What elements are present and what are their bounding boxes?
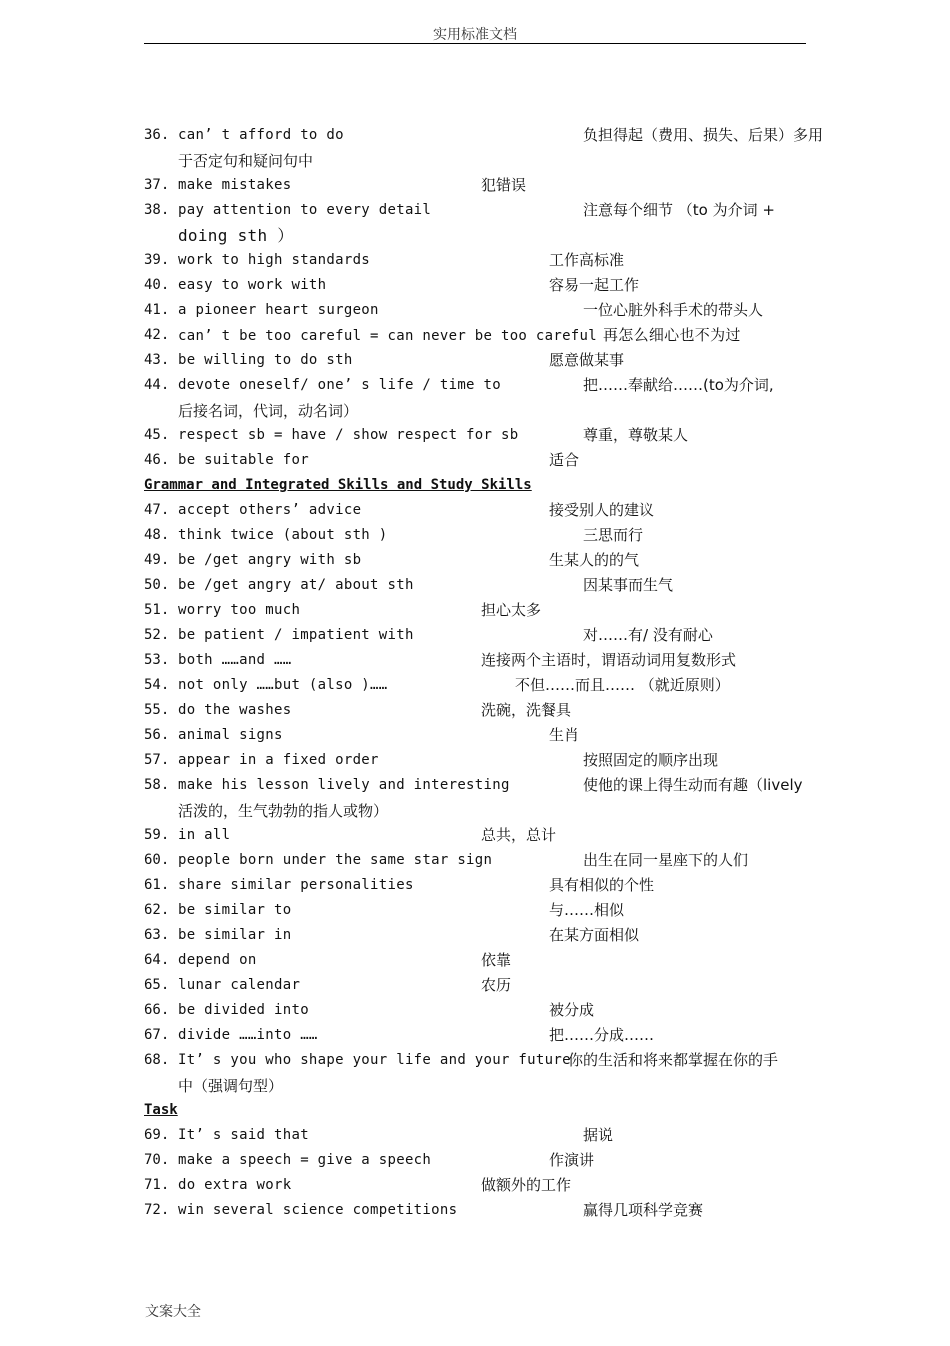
list-item-continuation: [144, 223, 806, 248]
item-number: 58.: [144, 777, 170, 793]
english-phrase: easy to work with: [178, 277, 327, 293]
english-phrase-cont: doing sth ）: [178, 226, 294, 245]
item-number: 41.: [144, 302, 170, 318]
list-item: [144, 523, 806, 548]
english-phrase: people born under the same star sign: [178, 852, 493, 868]
chinese-meaning: 三思而行: [583, 526, 644, 544]
chinese-meaning: 赢得几项科学竞赛: [583, 1201, 704, 1219]
chinese-meaning: 适合: [549, 451, 580, 469]
chinese-meaning-cont: 于否定句和疑问句中: [178, 152, 314, 170]
item-number: 65.: [144, 977, 170, 993]
list-item: [144, 123, 824, 148]
english-phrase: do extra work: [178, 1177, 292, 1193]
chinese-meaning: 担心太多: [481, 601, 542, 619]
chinese-meaning: 据说: [583, 1126, 614, 1144]
english-phrase: win several science competitions: [178, 1202, 458, 1218]
english-phrase: make his lesson lively and interesting: [178, 777, 510, 793]
list-item: [144, 673, 806, 698]
list-item: [144, 898, 806, 923]
english-phrase: respect sb = have / show respect for sb: [178, 427, 519, 443]
english-phrase: in all: [178, 827, 231, 843]
english-phrase: think twice (about sth ): [178, 527, 388, 543]
list-item: [144, 498, 806, 523]
item-number: 67.: [144, 1027, 170, 1043]
list-item: [144, 298, 806, 323]
list-item: [144, 723, 806, 748]
english-phrase: devote oneself/ one’ s life / time to: [178, 377, 501, 393]
list-item: [144, 348, 806, 373]
item-number: 57.: [144, 752, 170, 768]
item-number: 46.: [144, 452, 170, 468]
item-number: 62.: [144, 902, 170, 918]
item-number: 38.: [144, 202, 170, 218]
english-phrase: depend on: [178, 952, 257, 968]
list-item: [144, 848, 806, 873]
item-number: 72.: [144, 1202, 170, 1218]
chinese-meaning: 生肖: [549, 726, 580, 744]
chinese-meaning: 农历: [481, 976, 512, 994]
chinese-meaning: 接受别人的建议: [549, 501, 655, 519]
chinese-meaning: 生某人的的气: [549, 551, 640, 569]
item-number: 66.: [144, 1002, 170, 1018]
list-item: [144, 573, 806, 598]
english-phrase: be similar to: [178, 902, 292, 918]
list-item: [144, 548, 806, 573]
list-item: [144, 648, 806, 673]
chinese-meaning: 做额外的工作: [481, 1176, 572, 1194]
english-phrase: make mistakes: [178, 177, 292, 193]
list-item: [144, 698, 806, 723]
chinese-meaning: 注意每个细节 （to 为介词 +: [583, 201, 775, 219]
item-number: 51.: [144, 602, 170, 618]
chinese-meaning: 对……有/ 没有耐心: [583, 626, 713, 644]
item-number: 43.: [144, 352, 170, 368]
list-item: [144, 373, 806, 398]
chinese-meaning: 容易一起工作: [549, 276, 640, 294]
chinese-meaning: 愿意做某事: [549, 351, 625, 369]
chinese-meaning: 再怎么细心也不为过: [602, 326, 741, 344]
english-phrase: not only ……but (also )……: [178, 677, 388, 693]
english-phrase: be divided into: [178, 1002, 309, 1018]
list-item: [144, 248, 806, 273]
item-number: 63.: [144, 927, 170, 943]
item-number: 69.: [144, 1127, 170, 1143]
item-number: 47.: [144, 502, 170, 518]
english-phrase: make a speech = give a speech: [178, 1152, 432, 1168]
english-phrase: can’ t afford to do: [178, 127, 344, 143]
item-number: 39.: [144, 252, 170, 268]
list-item-continuation: [144, 398, 806, 423]
list-item: [144, 1023, 806, 1048]
list-item: [144, 323, 806, 348]
english-phrase: share similar personalities: [178, 877, 414, 893]
english-phrase: be suitable for: [178, 452, 309, 468]
item-number: 49.: [144, 552, 170, 568]
item-number: 54.: [144, 677, 170, 693]
chinese-meaning: 被分成: [549, 1001, 595, 1019]
chinese-meaning: 负担得起（费用、损失、后果）多用: [583, 126, 824, 144]
english-phrase: accept others’ advice: [178, 502, 362, 518]
chinese-meaning: 依靠: [481, 951, 512, 969]
item-number: 45.: [144, 427, 170, 443]
section-heading-task: Task: [144, 1102, 178, 1118]
item-number: 64.: [144, 952, 170, 968]
english-phrase: lunar calendar: [178, 977, 301, 993]
item-number: 40.: [144, 277, 170, 293]
chinese-meaning: 不但……而且…… （就近原则）: [515, 676, 730, 694]
english-phrase: animal signs: [178, 727, 283, 743]
item-number: 48.: [144, 527, 170, 543]
english-phrase: pay attention to every detail: [178, 202, 432, 218]
chinese-meaning: 具有相似的个性: [549, 876, 655, 894]
list-item-continuation: [144, 148, 806, 173]
list-item-continuation: [144, 1073, 806, 1098]
chinese-meaning: 总共，总计: [481, 826, 557, 844]
english-phrase: divide ……into ……: [178, 1027, 318, 1043]
english-phrase: worry too much: [178, 602, 301, 618]
list-item: [144, 598, 806, 623]
english-phrase: [178, 323, 741, 349]
chinese-meaning: 犯错误: [481, 176, 527, 194]
item-number: 36.: [144, 127, 170, 143]
item-number: 44.: [144, 377, 170, 393]
chinese-meaning: 洗碗，洗餐具: [481, 701, 572, 719]
chinese-meaning: 在某方面相似: [549, 926, 640, 944]
list-item: [144, 273, 806, 298]
chinese-meaning: 你的生活和将来都掌握在你的手: [568, 1051, 779, 1069]
list-item: [144, 1173, 806, 1198]
page-footer: 文案大全: [145, 1304, 201, 1320]
list-item: [144, 773, 806, 798]
chinese-meaning: 使他的课上得生动而有趣（lively: [583, 776, 803, 794]
page-header: 实用标准文档: [144, 24, 806, 44]
list-item: [144, 998, 806, 1023]
english-phrase: appear in a fixed order: [178, 752, 379, 768]
chinese-meaning-cont: 活泼的，生气勃勃的指人或物）: [178, 802, 389, 820]
english-phrase: It’ s you who shape your life and your future: [178, 1052, 571, 1068]
chinese-meaning: 按照固定的顺序出现: [583, 751, 719, 769]
item-number: 37.: [144, 177, 170, 193]
vocabulary-list: [144, 123, 824, 1223]
item-number: 55.: [144, 702, 170, 718]
item-number: 59.: [144, 827, 170, 843]
chinese-meaning: 因某事而生气: [583, 576, 674, 594]
chinese-meaning-text: 把……奉献给……(to为介词,: [583, 376, 774, 394]
chinese-meaning: 一位心脏外科手术的带头人: [583, 301, 764, 319]
list-item: [144, 948, 806, 973]
chinese-meaning-cont: 后接名词，代词，动名词）: [178, 402, 359, 420]
english-phrase: be similar in: [178, 927, 292, 943]
list-item-continuation: [144, 798, 806, 823]
item-number: 52.: [144, 627, 170, 643]
chinese-meaning-cont: 中（强调句型）: [178, 1077, 284, 1095]
list-item: [144, 1148, 806, 1173]
list-item: [144, 173, 806, 198]
list-item: [144, 873, 806, 898]
chinese-meaning: [583, 373, 774, 398]
chinese-meaning: 工作高标准: [549, 251, 625, 269]
list-item: [144, 1048, 806, 1073]
english-phrase: be willing to do sth: [178, 352, 353, 368]
list-item: [144, 198, 806, 223]
chinese-meaning: 把……分成……: [549, 1026, 655, 1044]
english-phrase: be /get angry at/ about sth: [178, 577, 414, 593]
english-phrase: be patient / impatient with: [178, 627, 414, 643]
item-number: 50.: [144, 577, 170, 593]
item-number: 60.: [144, 852, 170, 868]
english-phrase: do the washes: [178, 702, 292, 718]
item-number: 70.: [144, 1152, 170, 1168]
chinese-meaning: 出生在同一星座下的人们: [583, 851, 749, 869]
chinese-meaning: 与……相似: [549, 901, 625, 919]
chinese-meaning: 尊重，尊敬某人: [583, 426, 689, 444]
list-item: [144, 823, 806, 848]
item-number: 56.: [144, 727, 170, 743]
english-phrase-text: can’ t be too careful = can never be too careful: [178, 328, 597, 344]
english-phrase: It’ s said that: [178, 1127, 309, 1143]
chinese-meaning: 连接两个主语时，谓语动词用复数形式: [481, 651, 737, 669]
list-item: [144, 973, 806, 998]
english-phrase: a pioneer heart surgeon: [178, 302, 379, 318]
list-item: [144, 923, 806, 948]
item-number: 42.: [144, 327, 170, 343]
english-phrase: both ……and ……: [178, 652, 292, 668]
item-number: 53.: [144, 652, 170, 668]
list-item: [144, 1123, 806, 1148]
english-phrase: be /get angry with sb: [178, 552, 362, 568]
list-item: [144, 1198, 806, 1223]
list-item: [144, 448, 806, 473]
list-item: [144, 623, 806, 648]
list-item: [144, 748, 806, 773]
item-number: 68.: [144, 1052, 170, 1068]
list-item: [144, 423, 806, 448]
english-phrase: work to high standards: [178, 252, 371, 268]
item-number: 71.: [144, 1177, 170, 1193]
section-heading-grammar: Grammar and Integrated Skills and Study Skills: [144, 477, 532, 493]
item-number: 61.: [144, 877, 170, 893]
chinese-meaning: 作演讲: [549, 1151, 595, 1169]
